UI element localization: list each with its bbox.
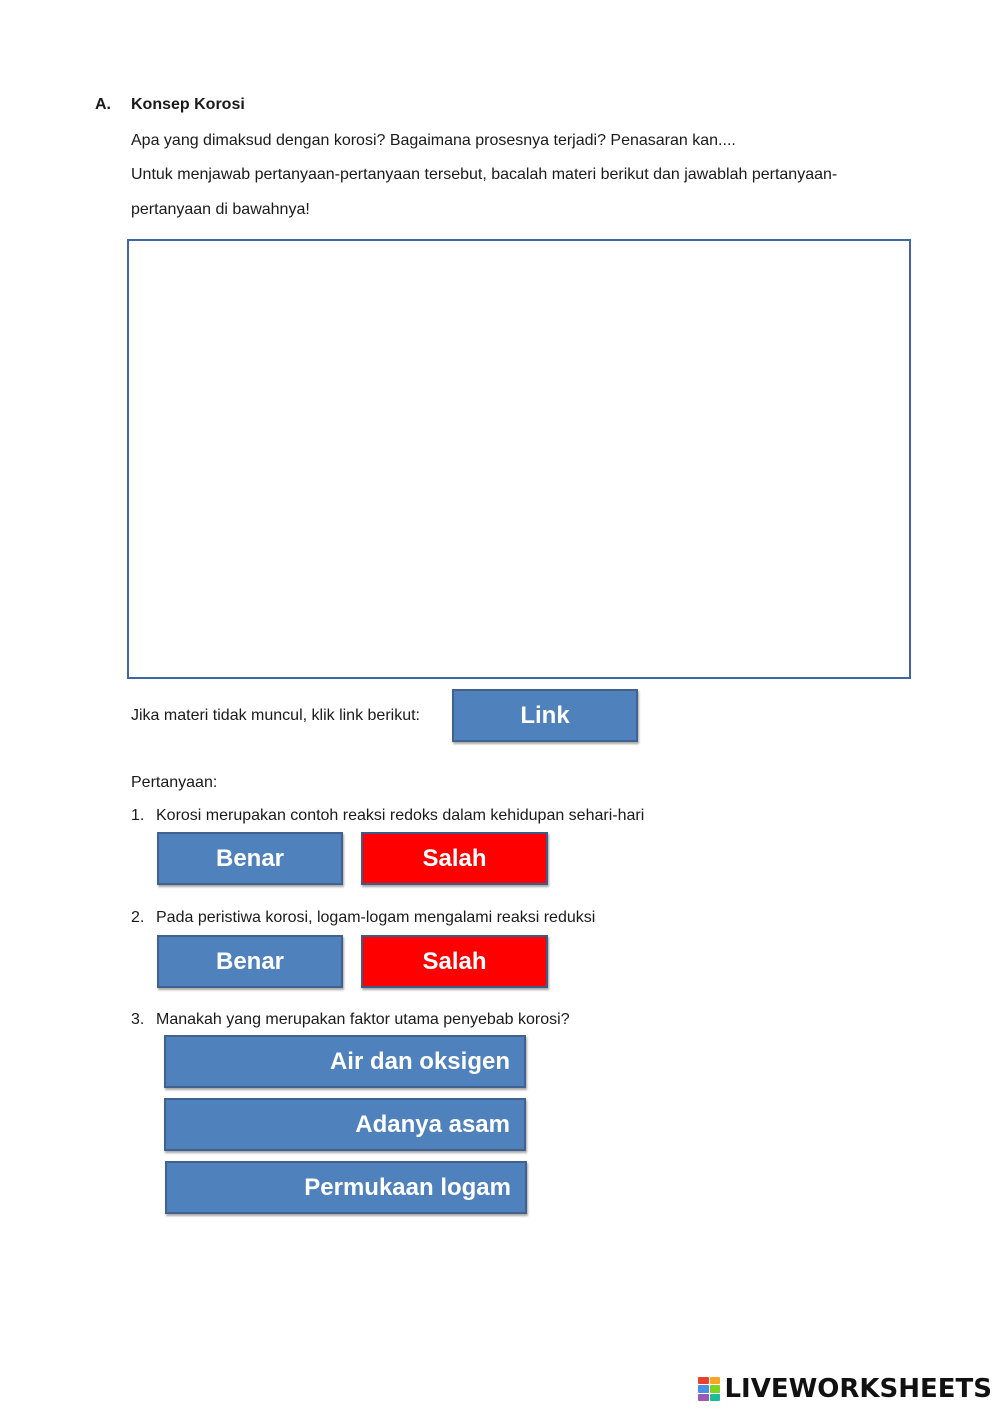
intro-line-1: Apa yang dimaksud dengan korosi? Bagaimana prosesnya terjadi? Penasaran kan....: [131, 132, 736, 149]
liveworksheets-logo: [698, 1374, 992, 1404]
link-instruction: Jika materi tidak muncul, klik link berikut:: [131, 707, 420, 724]
q3-option-permukaan-logam[interactable]: Permukaan logam: [165, 1161, 527, 1214]
q3-option-air-dan-oksigen[interactable]: Air dan oksigen: [164, 1035, 526, 1088]
q1-benar-button[interactable]: Benar: [157, 832, 343, 885]
q1-salah-button[interactable]: Salah: [361, 832, 548, 885]
question-1-text: Korosi merupakan contoh reaksi redoks dalam kehidupan sehari-hari: [156, 807, 645, 824]
section-title: Konsep Korosi: [131, 96, 245, 113]
q2-salah-button[interactable]: Salah: [361, 935, 548, 988]
q3-option-adanya-asam[interactable]: Adanya asam: [164, 1098, 526, 1151]
question-1-number: 1.: [131, 807, 145, 824]
questions-heading: Pertanyaan:: [131, 774, 218, 791]
embedded-material-frame[interactable]: [127, 239, 911, 679]
q2-benar-button[interactable]: Benar: [157, 935, 343, 988]
question-2-text: Pada peristiwa korosi, logam-logam mengalami reaksi reduksi: [156, 909, 596, 926]
intro-line-2: Untuk menjawab pertanyaan-pertanyaan tersebut, bacalah materi berikut dan jawablah pertanyaan-: [131, 166, 838, 183]
question-2-number: 2.: [131, 909, 145, 926]
link-button[interactable]: Link: [452, 689, 638, 742]
section-letter: A.: [95, 96, 111, 113]
intro-line-3: pertanyaan di bawahnya!: [131, 201, 310, 218]
liveworksheets-logo-icon: [698, 1377, 720, 1401]
question-3-number: 3.: [131, 1011, 145, 1028]
liveworksheets-logo-text: LIVEWORKSHEETS: [724, 1374, 992, 1404]
question-3-text: Manakah yang merupakan faktor utama penyebab korosi?: [156, 1011, 570, 1028]
